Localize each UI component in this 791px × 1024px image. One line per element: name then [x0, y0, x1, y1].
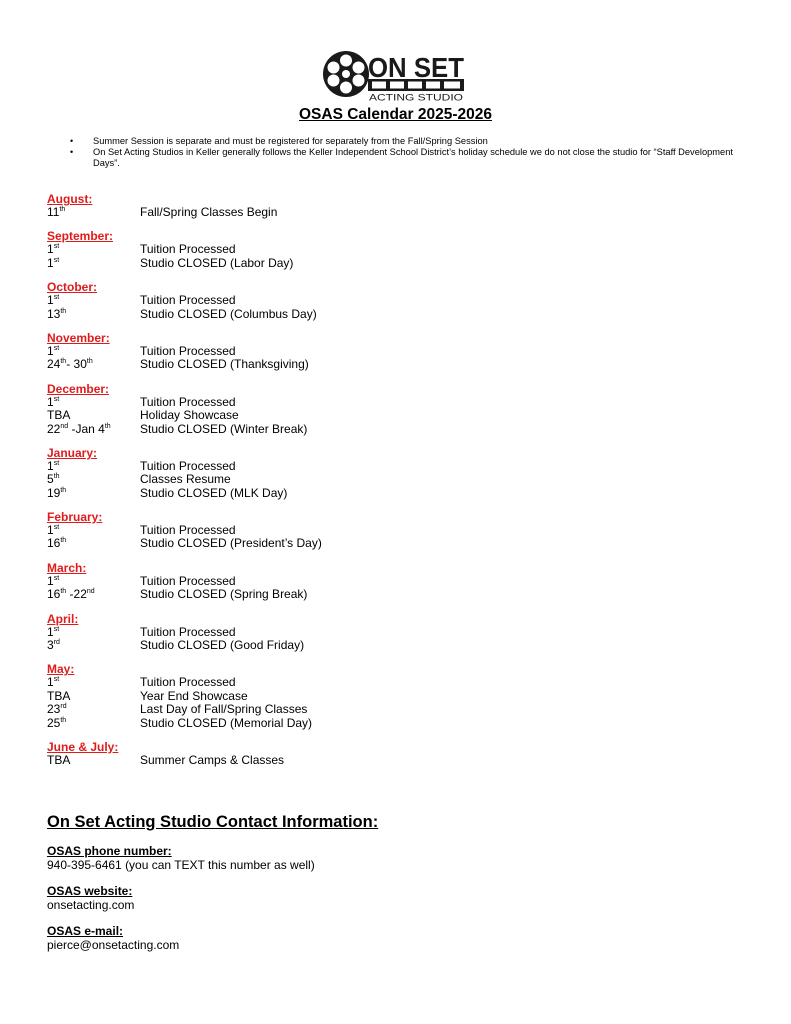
- schedule-date: 1st: [47, 675, 60, 690]
- website-label: OSAS website:: [47, 884, 133, 898]
- schedule-event: Studio CLOSED (Thanksgiving): [140, 357, 309, 372]
- month-section: [47, 613, 447, 653]
- schedule-row: [47, 345, 447, 358]
- schedule-row: [47, 524, 447, 537]
- schedule-row: [47, 626, 447, 639]
- phone-value: 940-395-6461 (you can TEXT this number as well): [47, 858, 315, 872]
- schedule-date: TBA: [47, 752, 71, 767]
- schedule-row: [47, 487, 447, 500]
- schedule-date: 1st: [47, 242, 60, 257]
- schedule-row: [47, 423, 447, 436]
- schedule-event: Studio CLOSED (Good Friday): [140, 638, 305, 653]
- schedule-date: 23rd: [47, 702, 67, 717]
- email-block: [47, 925, 315, 952]
- schedule-event: Studio CLOSED (Columbus Day): [140, 306, 317, 321]
- schedule-row: [47, 396, 447, 409]
- schedule-row: [47, 460, 447, 473]
- month-section: [47, 562, 447, 602]
- month-heading: October:: [47, 280, 98, 295]
- schedule-event: Tuition Processed: [140, 624, 236, 639]
- schedule-event: Studio CLOSED (Labor Day): [140, 255, 294, 270]
- month-heading: February:: [47, 510, 103, 525]
- month-section: [47, 447, 447, 500]
- schedule-event: Studio CLOSED (MLK Day): [140, 485, 288, 500]
- schedule-date: 1st: [47, 293, 60, 308]
- month-heading: March:: [47, 560, 87, 575]
- month-heading: November:: [47, 330, 110, 345]
- schedule-date: TBA: [47, 688, 71, 703]
- contact-heading: On Set Acting Studio Contact Information:: [47, 813, 379, 831]
- schedule-row: [47, 294, 447, 307]
- schedule-row: [47, 754, 447, 767]
- website-value: onsetacting.com: [47, 898, 135, 912]
- contact-section: [47, 845, 315, 965]
- schedule-date: 1st: [47, 523, 60, 538]
- schedule-date: 1st: [47, 573, 60, 588]
- schedule-event: Studio CLOSED (Winter Break): [140, 421, 308, 436]
- schedule-date: 24th- 30th: [47, 357, 93, 372]
- schedule-event: Summer Camps & Classes: [140, 752, 285, 767]
- schedule-event: Tuition Processed: [140, 458, 236, 473]
- month-heading: January:: [47, 445, 98, 460]
- schedule-row: [47, 717, 447, 730]
- month-section: [47, 383, 447, 436]
- phone-label: OSAS phone number:: [47, 844, 172, 858]
- schedule-date: 16th: [47, 536, 67, 551]
- schedule-date: 25th: [47, 715, 67, 730]
- schedule: [47, 193, 447, 778]
- month-heading: August:: [47, 192, 93, 206]
- logo: [322, 50, 466, 102]
- schedule-row: [47, 206, 447, 219]
- page-title: OSAS Calendar 2025-2026: [299, 106, 492, 123]
- schedule-row: [47, 409, 447, 422]
- schedule-event: Studio CLOSED (Memorial Day): [140, 715, 313, 730]
- schedule-event: Classes Resume: [140, 472, 231, 487]
- tagline-text: ACTING STUDIO: [369, 92, 463, 102]
- schedule-date: 5th: [47, 472, 60, 487]
- schedule-row: [47, 676, 447, 689]
- month-heading: September:: [47, 229, 114, 244]
- schedule-row: [47, 575, 447, 588]
- schedule-date: 3rd: [47, 638, 60, 653]
- schedule-date: 19th: [47, 485, 67, 500]
- schedule-row: [47, 358, 447, 371]
- schedule-row: [47, 257, 447, 270]
- schedule-date: 22nd -Jan 4th: [47, 421, 111, 436]
- schedule-event: Tuition Processed: [140, 343, 236, 358]
- month-heading: June & July:: [47, 739, 119, 754]
- brand-text: ON SET: [368, 52, 464, 83]
- film-reel-icon: [322, 50, 466, 102]
- month-heading: May:: [47, 662, 75, 677]
- schedule-date: 13th: [47, 306, 67, 321]
- schedule-date: 1st: [47, 255, 60, 270]
- schedule-row: [47, 243, 447, 256]
- schedule-row: [47, 308, 447, 321]
- schedule-date: 11th: [47, 205, 66, 219]
- schedule-event: Last Day of Fall/Spring Classes: [140, 702, 308, 717]
- month-heading: April:: [47, 611, 79, 626]
- schedule-date: 16th -22nd: [47, 587, 95, 602]
- month-section: [47, 741, 447, 767]
- schedule-event: Tuition Processed: [140, 394, 236, 409]
- schedule-event: Tuition Processed: [140, 573, 236, 588]
- notes-list: [64, 136, 734, 169]
- website-block: [47, 885, 315, 912]
- month-section: [47, 663, 447, 730]
- schedule-row: [47, 537, 447, 550]
- note-item: • Summer Session is separate and must be registered for separately from the Fall/Spring Session: [64, 136, 734, 147]
- month-heading: December:: [47, 381, 110, 396]
- month-section: [47, 281, 447, 321]
- month-section: [47, 230, 447, 270]
- schedule-date: 1st: [47, 458, 60, 473]
- schedule-row: [47, 473, 447, 486]
- schedule-event: Fall/Spring Classes Begin: [140, 205, 278, 219]
- schedule-event: Holiday Showcase: [140, 408, 239, 423]
- schedule-event: Tuition Processed: [140, 523, 236, 538]
- email-value: pierce@onsetacting.com: [47, 938, 180, 952]
- schedule-event: Tuition Processed: [140, 293, 236, 308]
- month-section: [47, 332, 447, 372]
- note-item: • On Set Acting Studios in Keller generally follows the Keller Independent School District’s holiday schedule we do not close the studio for “Staff Development Days”.: [64, 147, 734, 169]
- email-label: OSAS e-mail:: [47, 924, 124, 938]
- schedule-row: [47, 639, 447, 652]
- schedule-event: Tuition Processed: [140, 675, 236, 690]
- schedule-date: TBA: [47, 408, 71, 423]
- schedule-date: 1st: [47, 624, 60, 639]
- phone-block: [47, 845, 315, 872]
- schedule-event: Studio CLOSED (Spring Break): [140, 587, 308, 602]
- schedule-date: 1st: [47, 343, 60, 358]
- schedule-event: Tuition Processed: [140, 242, 236, 257]
- schedule-row: [47, 690, 447, 703]
- month-section: [47, 511, 447, 551]
- schedule-row: [47, 588, 447, 601]
- schedule-event: Year End Showcase: [140, 688, 248, 703]
- schedule-date: 1st: [47, 394, 60, 409]
- schedule-event: Studio CLOSED (President’s Day): [140, 536, 322, 551]
- month-section: [47, 193, 447, 219]
- schedule-row: [47, 703, 447, 716]
